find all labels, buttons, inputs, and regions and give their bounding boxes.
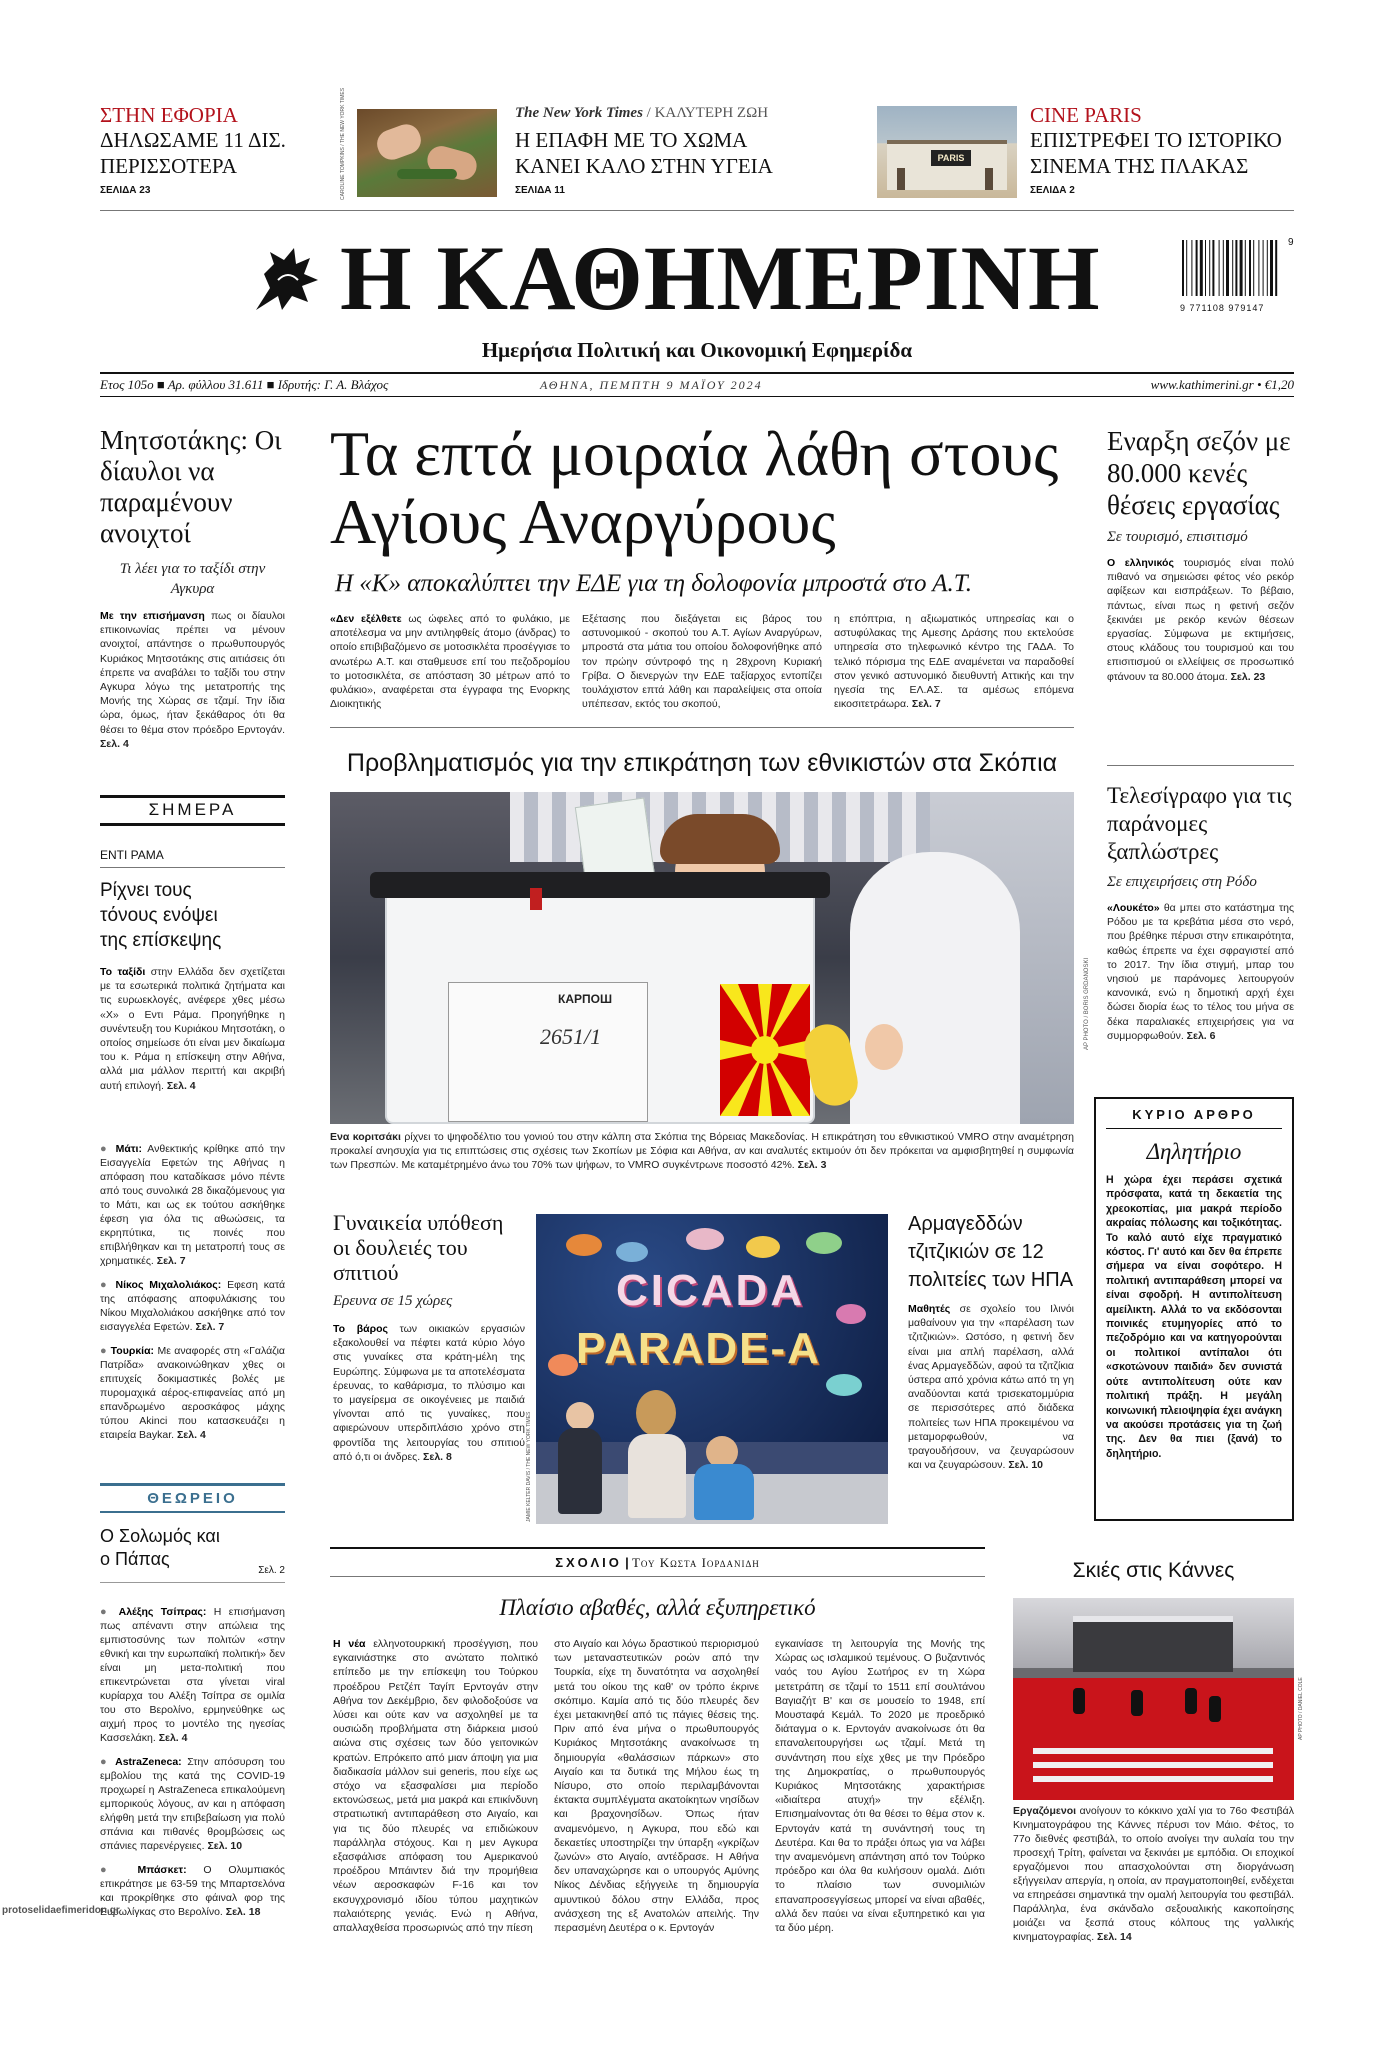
divider (100, 372, 1294, 374)
teaser-title: ΕΠΙΣΤΡΕΦΕΙ ΤΟ ΙΣΤΟΡΙΚΟ ΣΙΝΕΜΑ ΤΗΣ ΠΛΑΚΑΣ (1030, 128, 1282, 178)
article-title: Τελεσίγραφο για τις παράνομες ξαπλώστρες (1107, 783, 1292, 864)
teaser-photo-credit: CAROLINE TOMPKINS / THE NEW YORK TIMES (340, 87, 346, 200)
comment-label: ΣΧΟΛΙΟ (555, 1555, 622, 1570)
cicada-banner-line2: PARADE-A (576, 1324, 821, 1373)
teaser-tax[interactable] (100, 103, 300, 199)
main-col-1: «Δεν εξέλθετε ως ώφελες από το φυλάκιο, με αποτέλεσμα να μην αντιληφθείς άτομο (άνδρας) το οποίο επιβιβαζόμενο σε μοτοσικλέτα προσέγγισε το ανωτέρω Α.Τ. και σταθμευσε επί του πεζοδρομίου το μοτοσικλέτα, σε απόσταση 30 μέτρων από το φυλάκιο», αναφέρεται στα έγγραφα της Ενορκης Διοικητικής (330, 613, 570, 711)
teaser-title: ΔΗΛΩΣΑΜΕ 11 ΔΙΣ. ΠΕΡΙΣΣΟΤΕΡΑ (100, 128, 286, 178)
cannes-photo-credit: AP PHOTO / DANIEL COLE (1298, 1677, 1304, 1740)
main-col-3: η επόπτρια, η αξιωματικός υπηρεσίας και ο αστυφύλακας της Αμεσης Δράσης που εκτελούσε υπηρεσία στο τηλεφωνικό κέντρο της ΓΑΔΑ. Το τελικό πόρισμα της ΕΔΕ αναμένεται να παραδοθεί στον γενικό αστυνομικό διευθυντή Αττικής και την ηγεσία της ΕΛ.ΑΣ. τα αμέσως επόμενα εικοσιτετράωρα. Σελ. 7 (834, 613, 1074, 711)
cicada-photo (536, 1214, 888, 1524)
editorial-title: Δηλητήριο (1146, 1139, 1242, 1164)
comment-col-2: στο Αιγαίο και λόγω δραστικού περιορισμού των μεταναστευτικών ροών από την Τουρκία, είχε τη δυνατότητα να ασχοληθεί μετά του οίκου της καθ' ον τρόπο έκρινε σκόπιμο. Καμία από τις δύο πλευρές δεν έχει μετακινηθεί από τις πάγιες θέσεις της. Πριν από ένα μήνα ο πρωθυπουργός Κυριάκος Μητσοτάκης ανακοίνωσε τη δημιουργία «θαλάσσιων πάρκων» στο Αιγαίο και τα δυτικά της Μήλου έως τη Νίσυρο, στο οποίο περιλαμβάνονται έκτακτα συμπλέγματα ακατοίκητων νησίδων και βραχονησίδων. Όπως ήταν αναμενόμενο, η Αγκυρα, που εδώ και δεκαετίες υποστηρίζει την ύπαρξη «γκρίζων ζωνών» στο Αιγαίο, αντέδρασε. Η Αθήνα δεν υπαναχώρησε και ο υπουργός Αμύνης Νίκος Δένδιας εξήγγειλε τη δημιουργία αμυντικού δόλου στην Ελλάδα, προς ανάσχεση της εξ Ανατολών απειλής. Την περασμένη Δευτέρα ο κ. Ερντογάν (554, 1638, 759, 1935)
bullet-icon: ● (100, 1756, 116, 1768)
cannes-caption: Εργαζόμενοι ανοίγουν το κόκκινο χαλί για το 76ο Φεστιβάλ Κινηματογράφου της Κάννες πέρυσι τον Μάιο. Φέτος, το 77ο διεθνές φεστιβάλ, το οποίο ανοίγει την αυλαία του την προσεχή Τρίτη, φαίνεται να ξεκινάει με εμπόδια. Οι εποχικοί εργαζόμενοι που απασχολούνται στη διοργάνωση εξήγγειλαν απεργία, η οποία, αν πραγματοποιηθεί, ενδέχεται να επηρεάσει σημαντικά την ομαλή λειτουργία του φεστιβάλ. Παράλληλα, ένα σκάνδαλο σεξουαλικής κακοποίησης μοιάζει να ξεσπά στους κόλπους της γαλλικής κινηματογραφίας. Σελ. 14 (1013, 1805, 1294, 1943)
article-body: Το ταξίδι στην Ελλάδα δεν σχετίζεται με τα εσωτερικά πολιτικά ζητήματα και τις ευρωεκλογές, ανέφερε χθες μέσω «Χ» ο Εντι Ράμα. Προηγήθηκε η συνέντευξη του Κυριάκου Μητσοτάκη, ο οποίος σημείωσε ότι είναι μεν δικαίωμα του κ. Ράμα η επίσκεψη στην Αθήνα, αλλά μια μάλλον περιττή και ακριβή αυτή επιλογή. Σελ. 4 (100, 966, 285, 1092)
editorial-box[interactable] (1094, 1097, 1294, 1521)
teaser-nyt[interactable] (515, 103, 815, 199)
teaser-kicker: / ΚΑΛΥΤΕΡΗ ΖΩΗ (646, 105, 769, 121)
news-brief[interactable]: ● Μάτι: Ανθεκτικής κρίθηκε από την Εισαγγελία Εφετών της Αθήνας η απόφαση που καταδίκασε μόνο πέντε από τους συνολικά 28 δικαζόμενους για το Μάτι, και ως εκ τούτου ασκήθηκε έφεση για όλα τις αθωώσεις, τα εκρηπύτικα, τις ποινές που επιβλήθηκαν και τη μετατροπή τους σε χρηματικές. Σελ. 7 (100, 1143, 286, 1267)
info-date: ΑΘΗΝΑ, ΠΕΜΠΤΗ 9 ΜΑΪΟΥ 2024 (540, 378, 763, 392)
article-body: «Λουκέτο» θα μπει στο κατάστημα της Ρόδου με τα κρεβάτια μέσα στο νερό, που βρέθηκε πέρυσι στην επικαιρότητα, καθώς έπρεπε να έχει σφραγιστεί από το 2017. Την ίδια στιγμή, μπαρ του νησιού με παράνομες λειτουργούν κανονικά, ενώ η δημοτική αρχή έχει δώσει διορία έως το τέλος του μήνα σε δέκα παραλιακές επιχειρήσεις για να συμμορφωθούν. Σελ. 6 (1107, 902, 1294, 1042)
article-housework[interactable] (333, 1210, 525, 1464)
cinema-sign: PARIS (931, 150, 971, 166)
news-brief[interactable]: ● Νίκος Μιχαλολιάκος: Εφεση κατά της απόφασης αποφυλάκισης του Νίκου Μιχαλολιάκου ασκήθηκε από τον εισαγγελέα Εφετών. Σελ. 7 (100, 1279, 286, 1333)
theorio-label: ΘΕΩΡΕΙΟ (147, 1490, 238, 1507)
article-body: Το βάρος των οικιακών εργασιών εξακολουθεί να πέφτει κατά κύριο λόγο στις γυναίκες στα κράτη-μέλη της Ευρώπης. Σύμφωνα με τα αποτελέσματα έρευνας, το καθάρισμα, το πλύσιμο και το μαγείρεμα σε οικογένειες με παιδιά γίνονται από τις γυναίκες, που αφιερώνουν υπερδιπλάσιο χρόνο στη φροντίδα της λειτουργίας του σπιτιού από ό,τι οι άνδρες. Σελ. 8 (333, 1323, 525, 1463)
comment-header: ΣΧΟΛΙΟ | Του Κωστα Ιορδανιδη (555, 1555, 760, 1570)
info-right: www.kathimerini.gr • €1,20 (1150, 377, 1294, 392)
main-col-2: Εξέτασης που διεξάγεται εις βάρος του αστυνομικού - σκοπού του Α.Τ. Αγίων Αναργύρων, μπροστά στα μάτια του οποίου δολοφονήθηκε από τον πρώην σύντροφό της η 28χρονη Κυριακή Γρίβα. Ο διενεργών την ΕΔΕ ταξίαρχος εντοπίζει τουλάχιστον επτά λάθη και παραλείψεις στα οποία υπέπεσαν, εκτός του σκοπού, (582, 613, 822, 711)
editorial-label: ΚΥΡΙΟ ΑΡΘΡΟ (1132, 1107, 1256, 1122)
article-title: Ρίχνει τους τόνους ενόψει της επίσκεψης (100, 880, 222, 951)
left-briefs (100, 1142, 285, 1452)
bullet-icon: ● (100, 1143, 116, 1155)
article-subtitle: Ερευνα σε 15 χώρες (333, 1293, 453, 1309)
article-rama[interactable] (100, 878, 285, 1093)
today-kicker: ΕΝΤΙ ΡΑΜΑ (100, 848, 164, 862)
main-headline[interactable]: Τα επτά μοιραία λάθη στους Αγίους Αναργύρους (330, 418, 1059, 557)
teaser-cineparis[interactable] (1030, 103, 1290, 199)
divider (100, 823, 285, 826)
comment-author: Του Κωστα Ιορδανιδη (631, 1555, 760, 1570)
nyt-logo: The New York Times (515, 105, 643, 121)
bullet-icon: ● (100, 1864, 138, 1876)
teaser-kicker: CINE PARIS (1030, 103, 1142, 127)
griffin-logo-icon (248, 240, 328, 320)
teaser-page: ΣΕΛΙΔΑ 11 (515, 185, 565, 196)
main-subhead: Η «Κ» αποκαλύπτει την ΕΔΕ για τη δολοφονία μπροστά στο Α.Τ. (335, 570, 973, 597)
article-title: Γυναικεία υπόθεση οι δουλειές του σπιτιού (333, 1210, 504, 1285)
news-brief[interactable]: ● Αλέξης Τσίπρας: Η επισήμανση πως απέναντι στην απώλεια της εμπιστοσύνης των πολιτών «στην εθνική και την ευρωπαϊκή πολιτική» δεν είναι μη μετα-πολιτική που επικεντρώνεται στα γίνεται viral κυρίαρχα του Αλέξη Τσίπρα σε ομιλία του στο Βερολίνο, ερμηνεύθηκε ως αιχμή προς το μοντέλο της ηγεσίας Κασσελάκη. Σελ. 4 (100, 1606, 285, 1744)
divider (100, 210, 1294, 211)
barcode (1180, 240, 1295, 315)
left-briefs-2 (100, 1605, 285, 1929)
news-brief[interactable]: ● Τουρκία: Με αναφορές στη «Γαλάζια Πατρίδα» ανακοινώθηκαν χθες οι επιτυχείς δοκιμαστικές βολές με πυρομαχικά αέρος-επιφανείας από μη επανδρωμένο αεροσκάφος μάχης τύπου Akinci που κατασκευάζει η εταιρεία Baykar. Σελ. 4 (100, 1345, 286, 1441)
barcode-number: 9 771108 979147 (1180, 303, 1265, 313)
divider (100, 867, 285, 868)
article-title: Αρμαγεδδών τζιτζικιών σε 12 πολιτείες των ΗΠΑ (908, 1213, 1074, 1291)
ballot-label: КАРПОШ (558, 992, 613, 1006)
article-subtitle: Σε επιχειρήσεις στη Ρόδο (1107, 874, 1257, 890)
info-left: Ετος 105ο ■ Αρ. φύλλου 31.611 ■ Ιδρυτής: Γ. Α. Βλάχος (100, 377, 389, 392)
article-title: Μητσοτάκης: Οι δίαυλοι να παραμένουν ανοιχτοί (100, 425, 282, 548)
barcode-issue: 9 (1288, 237, 1294, 248)
skopje-photo-credit: ΑΡ ΡΗΟΤΟ / BORIS GRDANOSKI (1084, 957, 1090, 1050)
article-mitsotakis[interactable] (100, 425, 285, 751)
divider (330, 1547, 985, 1549)
article-subtitle: Σε τουρισμό, επισιτισμό (1107, 529, 1248, 545)
bullet-icon: ● (100, 1345, 111, 1357)
article-subtitle: Τι λέει για το ταξίδι στην Αγκυρα (119, 561, 266, 597)
teaser-soil-photo (357, 109, 497, 197)
divider (100, 396, 1294, 397)
flag-icon (720, 984, 810, 1116)
cicada-photo-credit: JAMIE KELTER DAVIS / THE NEW YORK TIMES (526, 1411, 532, 1522)
theorio-sel: Σελ. 2 (258, 1565, 285, 1576)
comment-title[interactable]: Πλαίσιο αβαθές, αλλά εξυπηρετικό (499, 1595, 816, 1620)
teaser-page: ΣΕΛΙΔΑ 23 (100, 185, 151, 196)
bullet-icon: ● (100, 1279, 116, 1291)
article-body: Ο ελληνικός τουρισμός είναι πολύ πιθανό να σημειώσει φέτος νέο ρεκόρ αφίξεων και εισπράξεων. Το βέβαιο, πάντως, είναι πως η φετινή σεζόν ξεκινάει με ρεκόρ κενών θέσεων εργασίας. Σύμφωνα με εκτιμήσεις, στους κλάδους του τουρισμού και του επισιτισμού οι ελλείψεις σε προσωπικό φτάνουν τα 80.000 άτομα. Σελ. 23 (1107, 557, 1294, 683)
skopje-caption: Ενα κοριτσάκι ρίχνει το ψηφοδέλτιο του γονιού του στην κάλπη στα Σκόπια της Βόρειας Μακεδονίας. Η επικράτηση του εθνικιστικού VMRO στην αναμέτρηση προκαλεί ανησυχία για τις επιπτώσεις στις σχέσεις των Σκοπίων με Σόφια και Αθήνα, αν και αναλυτές εκτιμούν ότι δεν πρόκειται να αμφισβητηθεί η συμφωνία των Πρεσπών. Με καταμέτρημένο άνω του 70% των ψήφων, το VMRO συγκέντρωνε ποσοστό 42%. Σελ. 3 (330, 1131, 1075, 1171)
article-title: Εναρξη σεζόν με 80.000 κενές θέσεις εργασίας (1107, 426, 1291, 520)
divider (330, 727, 1074, 728)
comment-col-3: εγκαινίασε τη λειτουργία της Μονής της Χώρας ως ισλαμικού τεμένους. Ο βυζαντινός ναός του Αγίου Σωτήρος εν τη Χώρα μετετράπη σε τζαμί το 1511 επί σουλτάνου Βαγιαζήτ Β' και σε μουσείο το 1948, επί Μουσταφά Κεμάλ. Το 2020 με προεδρικό διάταγμα ο κ. Ερντογάν ανακοίνωσε ότι θα επαναλειτουργήσει ως τζαμί. Μετά τη συνάντηση που είχε χθες με την Πρόεδρο της Δημοκρατίας, ο πρωθυπουργός Κυριάκος Μητσοτάκης χαρακτήρισε «ιδιαίτερα ατυχή» την εξέλιξη. Επισημαίνοντας ότι θα θέσει το θέμα στον κ. Ερντογάν κατά τη συνάντησή τους τη Δευτέρα. Και θα το πράξει όπως για να λάβει την αναμενόμενη απάντηση από τον Τούρκο πρόεδρο και όλα θα κυλήσουν ομαλά. Διότι το πλαίσιο των συνομιλιών επαναπροσεγγίσεως μπορεί να είναι αβαθές, αλλά δεν παύει να είναι εξυπηρετικό και για τα δύο μέρη. (775, 1638, 985, 1935)
editorial-body: Η χώρα έχει περάσει σχετικά πρόσφατα, κατά τη δεκαετία της χρεοκοπίας, μια μακρά περίοδο ακραίας πόλωσης και τοξικότητας. Το καλό αυτό είχε πραγματικό κόστος. Γι' αυτό και δεν θα έπρεπε σήμερα να είναι σοφότερο. Η πολιτική αντιπαράθεση μπορεί να είναι σφοδρή. Η αντιπολίτευση αμείλικτη. Αλλά το να εκδόσονται ποινικές ετυμηγορίες από το πεζοδρόμιο και να κατηγορούνται οι πολιτικοί αντίπαλοι ότι «σκοτώνουν παιδιά» δεν συνιστά ούτε αντιπολίτευση ούτε καν πολιτική πράξη. Η μεγάλη κοινωνική πλειοψηφία έχει ανάγκη να ακούσει προτάσεις για τη ζωή της. Δεν θα πιει (ξανά) το δηλητήριο. (1106, 1174, 1282, 1460)
ballot-number: 2651/1 (540, 1024, 602, 1049)
article-cicadas[interactable] (908, 1210, 1074, 1472)
divider (330, 1576, 985, 1577)
news-brief[interactable]: ● AstraZeneca: Στην απόσυρση του εμβολίου της κατά της COVID-19 προχωρεί η AstraZeneca επικαλούμενη εμπορικούς λόγους, αν και η απόφαση ελήφθη μετά την επιβεβαίωση για πολύ σπάνια και πιθανές θρομβώσεις ως σπάνιες παρενέργειες. Σελ. 10 (100, 1756, 286, 1852)
teaser-kicker: ΣΤΗΝ ΕΦΟΡΙΑ (100, 103, 238, 127)
news-brief[interactable]: ● Μπάσκετ: Ο Ολυμπιακός επικράτησε με 63-59 της Μπαρτσελόνα και προκρίθηκε στο φάιναλ φορ της Ευρωλίγκας στο Βερολίνο. Σελ. 18 (100, 1864, 285, 1918)
cicada-banner-line1: CICADA (616, 1266, 806, 1315)
teaser-page: ΣΕΛΙΔΑ 2 (1030, 185, 1075, 196)
article-body: Με την επισήμανση πως οι δίαυλοι επικοινωνίας πρέπει να μένουν ανοιχτοί, απάντησε ο πρωθυπουργός Κυριάκος Μητσοτάκης στις αιτιάσεις ότι έπρεπε να αναβάλει το ταξίδι του στην Αγκυρα λόγω της μετατροπής της Μονής της Χώρας σε τζαμί. Την ίδια ώρα, όμως, ήταν ξεκάθαρος ότι θα θέσει το θέμα στον πρόεδρο Ερντογάν. Σελ. 4 (100, 610, 285, 750)
article-tourism[interactable] (1107, 425, 1294, 684)
article-body: Μαθητές σε σχολείο του Ιλινόι μαθαίνουν για την «παρέλαση των τζιτζικιών». Ωστόσο, η φετινή δεν είναι μια απλή παρέλαση, αλλά ένας Αρμαγεδδών, αφού τα τζιτζίκια ύστερα από χρόνια κάτω από τη γη αναδύονται κατά τρισεκατομμύρια σε περισσότερες από διάδεκα πολιτείες των ΗΠΑ προκειμένου να μεταμορφωθούν, να τραγουδήσουν, να ζευγαρώσουν και να ζευγαρώσουν. Σελ. 10 (908, 1303, 1074, 1472)
article-sunbeds[interactable] (1107, 782, 1294, 1043)
cannes-title[interactable]: Σκιές στις Κάννες (1072, 1559, 1235, 1582)
watermark: protoselidaefimeridon.gr (2, 1905, 120, 1916)
photo-story-title[interactable]: Προβληματισμός για την επικράτηση των εθνικιστών στα Σκόπια (346, 749, 1058, 777)
bullet-icon: ● (100, 1606, 119, 1618)
cannes-photo (1013, 1598, 1294, 1800)
theorio-box[interactable] (100, 1483, 285, 1583)
masthead-title: Η ΚΑΘΗΜΕΡΙΝΗ (340, 227, 1101, 329)
masthead-subtitle: Ημερήσια Πολιτική και Οικονομική Εφημερίδα (481, 338, 913, 362)
divider (100, 795, 285, 798)
divider (1107, 765, 1294, 766)
skopje-photo (330, 792, 1074, 1124)
theorio-title: Ο Σολωμός και ο Πάπας (100, 1526, 220, 1569)
comment-col-1: Η νέα ελληνοτουρκική προσέγγιση, που εγκαινιάστηκε στο ανώτατο πολιτικό επίπεδο με την επίσκεψη του Τούρκου προέδρου Ρετζέπ Ταγίπ Ερντογάν στην Αθήνα τον Δεκέμβριο, δεν φιλοδοξούσε να λύσει και ούτε καν να ασχοληθεί με τα ουσιώδη προβλήματα στη διάρκεια μισού αιώνα στις σχέσεις των δύο γειτονικών κρατών. Επρόκειτο από μιαν άποψη για μια διαδικασία μάλλον sui generis, που είχε ως στόχο να εξασφαλίσει μια περίοδο εκτονώσεως, μετά μια μακρά και επικίνδυνη στρατιωτική αντιπαράθεση στο Αιγαίο, και για τις δύο πλευρές να επιδιώκουν παράλληλα στόχους. Και η μεν Αγκυρα εξασφάλισε απόφαση του Αμερικανού προέδρου Μπάιντεν διά την προμήθεια νέων αεροσκαφών F-16 και τον εκσυγχρονισμό ιδίου τύπου μαχητικών παλαιότερης γενιάς. Ενώ η Αθήνα, απαλλαχθείσα προσωρινώς από την πίεση (333, 1638, 538, 1935)
teaser-cinema-photo (877, 106, 1017, 198)
today-label: ΣΗΜΕΡΑ (148, 800, 237, 819)
teaser-title: Η ΕΠΑΦΗ ΜΕ ΤΟ ΧΩΜΑ ΚΑΝΕΙ ΚΑΛΟ ΣΤΗΝ ΥΓΕΙΑ (515, 128, 773, 178)
